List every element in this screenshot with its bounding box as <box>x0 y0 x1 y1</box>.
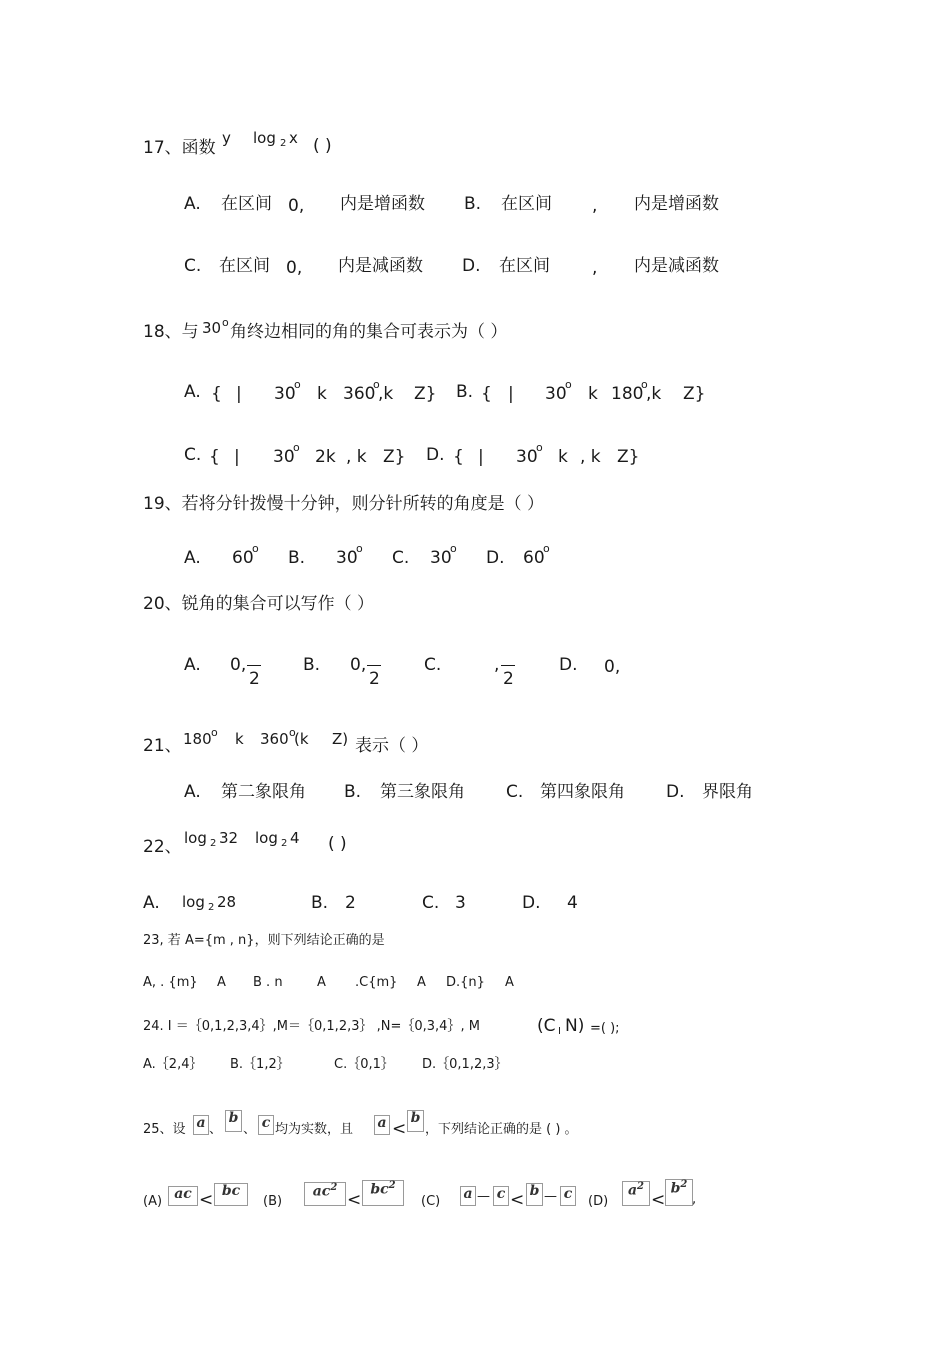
q21-text: 表示（ ） <box>355 736 429 756</box>
q25-mid: 均为实数，且 <box>275 1122 354 1137</box>
q19-c-deg: o <box>450 542 457 555</box>
q25-c-a: a <box>460 1186 476 1206</box>
q17-a-letter: A. <box>184 194 201 214</box>
q25-cond-b: b <box>407 1110 424 1132</box>
q17-d-pre: 在区间 <box>499 256 550 276</box>
q18-a-letter: A. <box>184 382 201 402</box>
q18-text: 角终边相同的角的集合可表示为（ ） <box>230 322 508 342</box>
q25-a-label: (A) <box>143 1194 163 1209</box>
q19-a-letter: A. <box>184 548 201 568</box>
q17-y: y <box>222 129 231 147</box>
q18-a-30: 30 <box>274 384 296 404</box>
q18-c-bar: | <box>234 447 240 467</box>
q20-b-denominator: 2 <box>369 669 380 689</box>
q20-c-value: , <box>494 655 500 675</box>
q18-degree: o <box>222 316 229 329</box>
q25-c-minus1: — <box>477 1189 490 1204</box>
q25-sep1: 、 <box>209 1122 223 1137</box>
q23-b-set: A <box>317 975 326 990</box>
q25-a-bc: bc <box>214 1183 248 1206</box>
q21-prefix: 21、 <box>143 736 182 756</box>
q18-a-open: { <box>211 384 222 404</box>
q20-c-fraction-bar <box>501 665 515 666</box>
q17-c-interval: 0, <box>286 258 303 278</box>
q20-d-letter: D. <box>559 655 578 675</box>
q24-option-d[interactable]: D.｛0,1,2,3｝ <box>422 1057 508 1072</box>
q24-option-c[interactable]: C.｛0,1｝ <box>334 1057 394 1072</box>
q20-a-denominator: 2 <box>249 669 260 689</box>
q18-c-z: Z} <box>383 447 406 467</box>
q22-d-value: 4 <box>567 893 578 913</box>
q20-a-fraction-bar <box>247 665 261 666</box>
q25-c-lt: < <box>510 1190 525 1210</box>
q18-b-deg: o <box>565 378 572 391</box>
q21-a-text: 第二象限角 <box>221 782 306 802</box>
q25-b-lt: < <box>347 1190 362 1210</box>
q25-b-bc2: $bc^2$ <box>362 1180 404 1206</box>
q20-c-letter: C. <box>424 655 442 675</box>
q25-b-label: (B) <box>263 1194 283 1209</box>
q25-a-lt: < <box>199 1190 214 1210</box>
q18-a-k2: ,k <box>378 384 394 404</box>
q21-b-letter: B. <box>344 782 362 802</box>
q18-c-30: 30 <box>273 447 295 467</box>
q19-c-letter: C. <box>392 548 410 568</box>
q18-angle: 30 <box>202 319 222 337</box>
q22-b-value: 2 <box>345 893 356 913</box>
q18-b-deg2: o <box>641 378 648 391</box>
q24-tail: =( ); <box>590 1021 620 1036</box>
q18-c-deg: o <box>293 441 300 454</box>
q23-stem: 23, 若 A={m , n}，则下列结论正确的是 <box>143 933 385 948</box>
q22-log1: log <box>184 829 207 847</box>
q19-a-deg: o <box>252 542 259 555</box>
q23-c-text: .C{m} <box>355 975 398 990</box>
q23-a-set: A <box>217 975 226 990</box>
q17-paren: ( ) <box>313 136 332 156</box>
q18-d-k2: , k <box>580 447 601 467</box>
q25-var-b: b <box>225 1110 242 1132</box>
q25-a-ac: ac <box>168 1186 198 1206</box>
q25-d-a2: $a^2$ <box>622 1181 650 1206</box>
q17-d-post: 内是减函数 <box>634 256 719 276</box>
q19-stem: 19、若将分针拨慢十分钟，则分针所转的角度是（ ） <box>143 494 545 514</box>
q17-a-post: 内是增函数 <box>340 194 425 214</box>
q17-prefix: 17、函数 <box>143 138 216 158</box>
q21-k: k <box>235 730 244 748</box>
q18-d-open: { <box>453 447 464 467</box>
q17-b-letter: B. <box>464 194 482 214</box>
q17-a-pre: 在区间 <box>221 194 272 214</box>
q25-sep2: 、 <box>243 1122 257 1137</box>
q20-stem: 20、锐角的集合可以写作（ ） <box>143 594 375 614</box>
q21-z: Z) <box>332 730 349 748</box>
q18-a-deg2: o <box>373 378 380 391</box>
q25-b-ac2: $ac^2$ <box>304 1182 346 1206</box>
q18-d-z: Z} <box>617 447 640 467</box>
q18-d-k: k <box>558 447 568 467</box>
q18-b-k2: ,k <box>646 384 662 404</box>
q19-a-value: 60 <box>232 548 254 568</box>
q18-a-bar: | <box>236 384 242 404</box>
q24-option-b[interactable]: B.｛1,2｝ <box>230 1057 290 1072</box>
q24-n: N) <box>565 1016 585 1036</box>
q18-b-bar: | <box>508 384 514 404</box>
q25-prefix: 25、设 <box>143 1122 186 1137</box>
q23-b-text: B . n <box>253 975 283 990</box>
q21-deg2: o <box>289 726 296 739</box>
q25-d-comma: , <box>692 1192 697 1207</box>
q22-base2: 2 <box>281 838 288 849</box>
q25-cond-lt: < <box>392 1119 407 1139</box>
q21-c-text: 第四象限角 <box>540 782 625 802</box>
q25-var-c: c <box>258 1115 274 1135</box>
q21-a-letter: A. <box>184 782 201 802</box>
q22-c-letter: C. <box>422 893 440 913</box>
q21-kz: (k <box>294 730 309 748</box>
q23-d-set: A <box>505 975 514 990</box>
q22-d-letter: D. <box>522 893 541 913</box>
q20-c-denominator: 2 <box>503 669 514 689</box>
q20-b-letter: B. <box>303 655 321 675</box>
q22-a-base: 2 <box>208 902 215 913</box>
q22-n1: 32 <box>219 829 239 847</box>
q19-d-value: 60 <box>523 548 545 568</box>
q17-b-post: 内是增函数 <box>634 194 719 214</box>
q25-c-c2: c <box>560 1186 576 1206</box>
q17-log: log <box>253 129 276 147</box>
q20-b-value: 0, <box>350 655 367 675</box>
q17-b-interval: , <box>592 196 598 216</box>
q17-c-letter: C. <box>184 256 202 276</box>
q21-180: 180 <box>183 730 212 748</box>
q18-a-z: Z} <box>414 384 437 404</box>
q23-a-text: A, . {m} <box>143 975 198 990</box>
q20-d-value: 0, <box>604 657 621 677</box>
q17-a-interval: 0, <box>288 196 305 216</box>
q18-a-k: k <box>317 384 327 404</box>
q22-a-letter: A. <box>143 893 160 913</box>
q18-a-360: 360 <box>343 384 376 404</box>
q20-a-value: 0, <box>230 655 247 675</box>
q17-d-interval: , <box>592 258 598 278</box>
q25-var-a: a <box>193 1115 209 1135</box>
q17-c-post: 内是减函数 <box>338 256 423 276</box>
q25-c-label: (C) <box>421 1194 441 1209</box>
q18-b-letter: B. <box>456 382 474 402</box>
q22-n2: 4 <box>290 829 300 847</box>
q24-text: 24. I ＝｛0,1,2,3,4｝,M＝｛0,1,2,3｝ ,N=｛0,3,4｝, M <box>143 1019 480 1034</box>
q17-d-letter: D. <box>462 256 481 276</box>
q21-d-letter: D. <box>666 782 685 802</box>
q22-a-n: 28 <box>217 893 237 911</box>
q17-c-pre: 在区间 <box>219 256 270 276</box>
q25-c-c1: c <box>493 1186 509 1206</box>
q18-c-2k: 2k <box>315 447 336 467</box>
q19-b-value: 30 <box>336 548 358 568</box>
q17-b-pre: 在区间 <box>501 194 552 214</box>
q25-cond-a: a <box>374 1115 390 1135</box>
q25-d-label: (D) <box>588 1194 609 1209</box>
q21-deg: o <box>211 726 218 739</box>
q18-d-deg: o <box>536 441 543 454</box>
q18-c-letter: C. <box>184 445 202 465</box>
q18-b-30: 30 <box>545 384 567 404</box>
q22-log2: log <box>255 829 278 847</box>
q18-b-k: k <box>588 384 598 404</box>
q25-tail: ，下列结论正确的是 ( ) 。 <box>425 1122 578 1137</box>
q18-d-30: 30 <box>516 447 538 467</box>
q22-base1: 2 <box>210 838 217 849</box>
q18-b-z: Z} <box>683 384 706 404</box>
q19-c-value: 30 <box>430 548 452 568</box>
q24-option-a[interactable]: A.｛2,4｝ <box>143 1057 203 1072</box>
q20-a-letter: A. <box>184 655 201 675</box>
q18-d-bar: | <box>478 447 484 467</box>
q18-prefix: 18、与 <box>143 322 199 342</box>
q18-c-open: { <box>209 447 220 467</box>
q21-360: 360 <box>260 730 289 748</box>
q23-d-text: D.{n} <box>446 975 485 990</box>
q18-b-open: { <box>481 384 492 404</box>
q22-a-log: log <box>182 893 205 911</box>
q20-b-fraction-bar <box>367 665 381 666</box>
q17-x: x <box>289 129 298 147</box>
q25-d-b2: $b^2$ <box>665 1179 693 1206</box>
q21-d-text: 界限角 <box>702 782 753 802</box>
q22-paren: ( ) <box>328 834 347 854</box>
q21-c-letter: C. <box>506 782 524 802</box>
q18-a-deg: o <box>294 378 301 391</box>
q25-c-b: b <box>526 1183 543 1206</box>
q17-base: 2 <box>280 138 287 149</box>
q19-b-deg: o <box>356 542 363 555</box>
q21-b-text: 第三象限角 <box>380 782 465 802</box>
q22-c-value: 3 <box>455 893 466 913</box>
q25-d-lt: < <box>651 1190 666 1210</box>
q18-d-letter: D. <box>426 445 445 465</box>
q23-c-set: A <box>417 975 426 990</box>
q22-b-letter: B. <box>311 893 329 913</box>
q24-c-sub: I <box>558 1026 561 1037</box>
q18-c-k: , k <box>346 447 367 467</box>
q19-d-deg: o <box>543 542 550 555</box>
q25-c-minus2: — <box>544 1189 557 1204</box>
q22-prefix: 22、 <box>143 837 182 857</box>
q18-b-180: 180 <box>611 384 644 404</box>
q19-d-letter: D. <box>486 548 505 568</box>
q19-b-letter: B. <box>288 548 306 568</box>
q24-c: (C <box>537 1016 556 1036</box>
